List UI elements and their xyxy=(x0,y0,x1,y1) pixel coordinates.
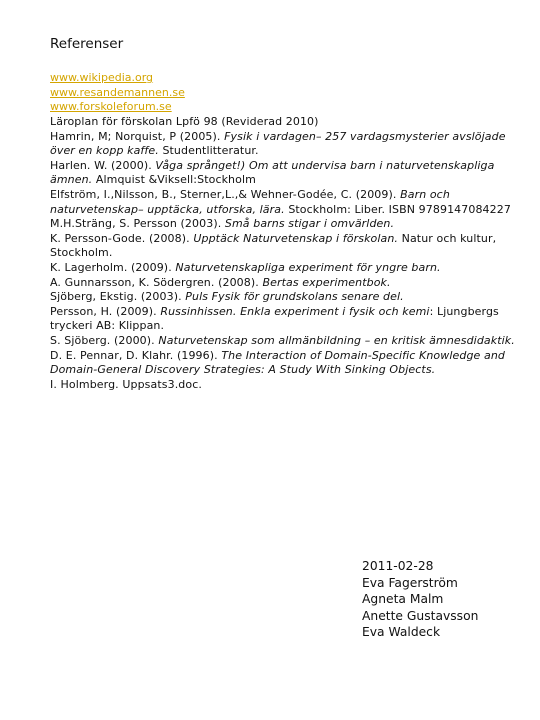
reference-title: Bertas experimentbok. xyxy=(262,275,391,289)
reference-title: över en kopp kaffe. xyxy=(50,144,159,158)
reference-title: Våga språnget!) Om att undervisa barn i naturvetenskapliga xyxy=(155,158,495,172)
author-name: Anette Gustavsson xyxy=(362,608,479,623)
reference-text: Stockholm. xyxy=(50,246,113,260)
reference-text: Natur och kultur, xyxy=(398,231,497,245)
reference-line xyxy=(50,290,500,305)
signature-date: 2011-02-28 xyxy=(362,559,434,573)
reference-text: D. E. Pennar, D. Klahr. (1996). xyxy=(50,348,222,362)
reference-line xyxy=(50,319,500,334)
reference-text: K. Lagerholm. (2009). xyxy=(50,260,176,274)
reference-title: Barn och xyxy=(400,187,450,201)
reference-text: Harlen. W. (2000). xyxy=(50,158,156,172)
author-name: Agneta Malm xyxy=(362,592,444,607)
reference-text: Sjöberg, Ekstig. (2003). xyxy=(50,290,186,304)
reference-line xyxy=(50,348,505,364)
reference-text: K. Persson-Gode. (2008). xyxy=(50,231,194,245)
reference-text: Stockholm: Liber. ISBN 9789147084227 xyxy=(284,202,511,216)
reference-line xyxy=(50,305,500,320)
page-title: Referenser xyxy=(50,36,124,52)
reference-title: Fysik i vardagen– 257 vardagsmysterier avslöjade xyxy=(224,129,506,143)
reference-line xyxy=(50,129,506,145)
reference-title: Naturvetenskap som allmänbildning – en kritisk ämnesdidaktik. xyxy=(158,333,515,347)
signature-block xyxy=(362,558,478,641)
reference-line xyxy=(50,202,511,218)
author-name: Eva Waldeck xyxy=(362,625,441,640)
link-list xyxy=(50,71,185,115)
reference-text: Hamrin, M; Norquist, P (2005). xyxy=(50,129,225,143)
reference-line xyxy=(50,188,500,203)
reference-line xyxy=(50,232,500,247)
reference-text: tryckeri AB: Klippan. xyxy=(50,319,165,333)
reference-text: Elfström, I.,Nilsson, B., Sterner,L.,& Wehner-Godée, C. (2009). xyxy=(50,187,401,201)
reference-text: M.H.Sträng, S. Persson (2003). xyxy=(50,217,225,231)
reference-title: Puls Fysik för grundskolans senare del. xyxy=(185,290,404,304)
reference-line xyxy=(50,276,500,291)
link-resandemannen[interactable]: www.resandemannen.se xyxy=(50,85,185,99)
reference-line xyxy=(50,261,500,276)
reference-line xyxy=(50,173,500,188)
reference-title: Naturvetenskapliga experiment för yngre barn. xyxy=(175,260,441,274)
reference-line xyxy=(50,144,500,159)
reference-line xyxy=(50,217,500,232)
reference-line xyxy=(50,333,515,349)
reference-title: ämnen. xyxy=(50,173,93,187)
reference-text: Almquist &Viksell:Stockholm xyxy=(92,173,256,187)
link-forskoleforum[interactable]: www.forskoleforum.se xyxy=(50,100,172,114)
reference-title: The Interaction of Domain-Specific Knowledge and xyxy=(221,348,505,362)
reference-line xyxy=(50,378,500,393)
reference-text: Studentlitteratur. xyxy=(158,144,259,158)
reference-line xyxy=(50,115,500,130)
reference-title: Upptäck Naturvetenskap i förskolan. xyxy=(193,231,399,245)
reference-text: I. Holmberg. Uppsats3.doc. xyxy=(50,377,202,391)
reference-text: Läroplan för förskolan Lpfö 98 (Reviderad 2010) xyxy=(50,115,319,128)
reference-title: Russinhissen. Enkla experiment i fysik och kemi xyxy=(160,304,430,318)
reference-line xyxy=(50,246,500,261)
reference-list xyxy=(50,115,515,392)
reference-text: S. Sjöberg. (2000). xyxy=(50,333,159,347)
reference-text: Persson, H. (2009). xyxy=(50,304,161,318)
reference-line xyxy=(50,363,500,378)
reference-line xyxy=(50,159,500,174)
reference-title: naturvetenskap– upptäcka, utforska, lära. xyxy=(50,202,285,216)
reference-text: A. Gunnarsson, K. Södergren. (2008). xyxy=(50,275,263,289)
link-wikipedia[interactable]: www.wikipedia.org xyxy=(50,71,154,84)
reference-title: Domain-General Discovery Strategies: A Study With Sinking Objects. xyxy=(50,363,436,377)
reference-text: : Ljungbergs xyxy=(429,304,499,318)
reference-title: Små barns stigar i omvärlden. xyxy=(224,217,395,231)
author-name: Eva Fagerström xyxy=(362,575,458,590)
